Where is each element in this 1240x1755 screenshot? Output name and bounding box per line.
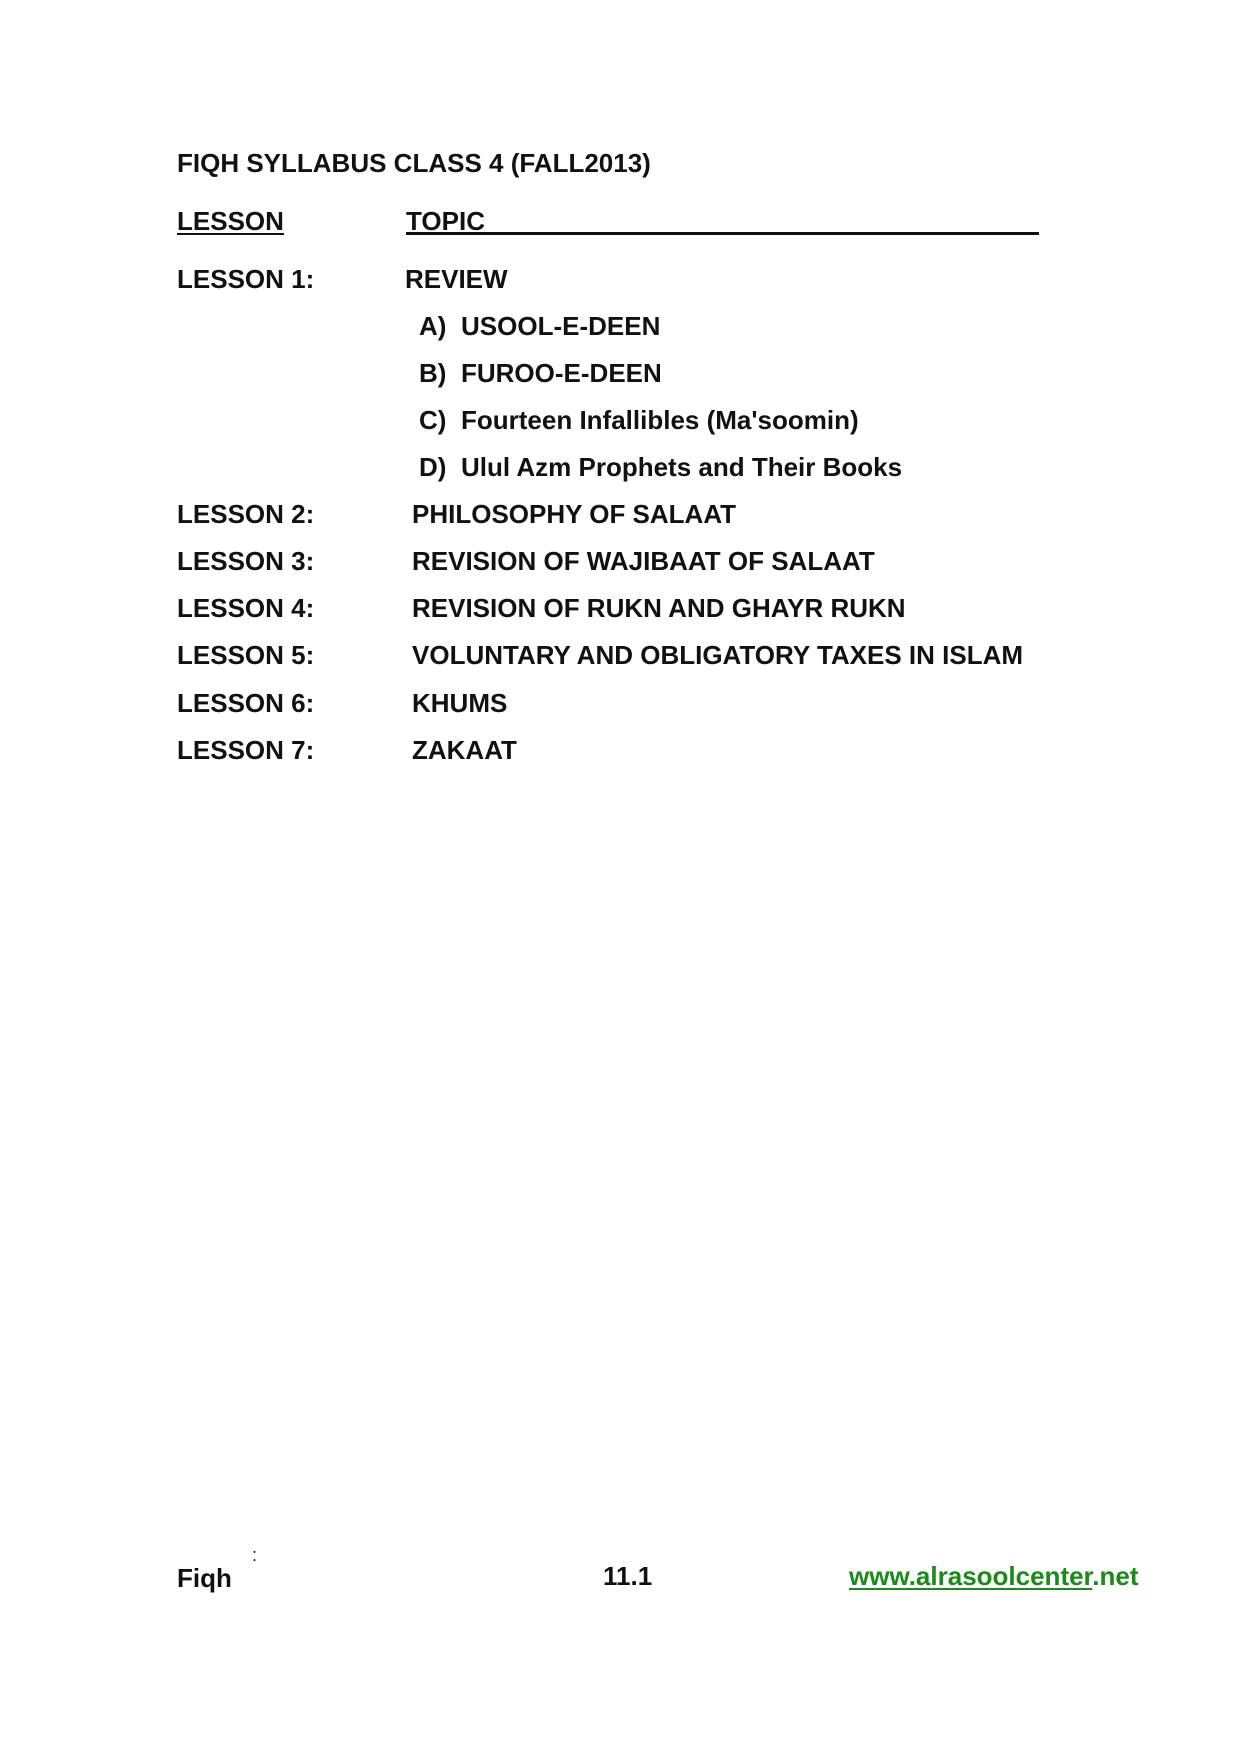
lesson-4-label: LESSON 4:: [177, 593, 315, 623]
lesson-1-topic: REVIEW: [405, 264, 508, 294]
footer-subject: Fiqh: [177, 1563, 232, 1593]
lesson-1-subtopic-a: [419, 311, 660, 342]
lesson-4-topic: REVISION OF RUKN AND GHAYR RUKN: [412, 593, 906, 623]
subtopic-letter: D): [419, 452, 447, 482]
header-underline-rule: [406, 232, 1039, 235]
footer-website-link[interactable]: [849, 1561, 1138, 1592]
footer-website-tld: .net: [1092, 1561, 1139, 1591]
subtopic-letter: A): [419, 311, 447, 341]
footer-page-number: 11.1: [603, 1561, 653, 1591]
footer-website-domain: www.alrasoolcenter: [849, 1561, 1093, 1591]
document-title: FIQH SYLLABUS CLASS 4 (FALL2013): [177, 148, 651, 178]
lesson-2-topic: PHILOSOPHY OF SALAAT: [412, 499, 737, 529]
subtopic-letter: B): [419, 358, 447, 388]
lesson-7-topic: ZAKAAT: [412, 735, 517, 765]
lesson-3-label: LESSON 3:: [177, 546, 315, 576]
lesson-6-label: LESSON 6:: [177, 688, 315, 718]
lesson-5-label: LESSON 5:: [177, 640, 315, 670]
lesson-2-label: LESSON 2:: [177, 499, 315, 529]
lesson-1-subtopic-d: [419, 452, 902, 483]
lesson-7-label: LESSON 7:: [177, 735, 315, 765]
subtopic-text: Fourteen Infallibles (Ma'soomin): [461, 405, 859, 435]
lesson-column-header: LESSON: [177, 206, 284, 236]
footer-colon-mark: :: [252, 1545, 258, 1565]
lesson-1-subtopic-b: [419, 358, 662, 389]
subtopic-text: FUROO-E-DEEN: [461, 358, 662, 388]
lesson-6-topic: KHUMS: [412, 688, 508, 718]
lesson-5-topic: VOLUNTARY AND OBLIGATORY TAXES IN ISLAM: [412, 640, 1024, 670]
lesson-1-subtopic-c: [419, 405, 859, 436]
lesson-1-label: LESSON 1:: [177, 264, 315, 294]
subtopic-letter: C): [419, 405, 447, 435]
subtopic-text: Ulul Azm Prophets and Their Books: [461, 452, 903, 482]
lesson-3-topic: REVISION OF WAJIBAAT OF SALAAT: [412, 546, 875, 576]
topic-column-header: TOPIC: [406, 206, 485, 236]
subtopic-text: USOOL-E-DEEN: [461, 311, 661, 341]
